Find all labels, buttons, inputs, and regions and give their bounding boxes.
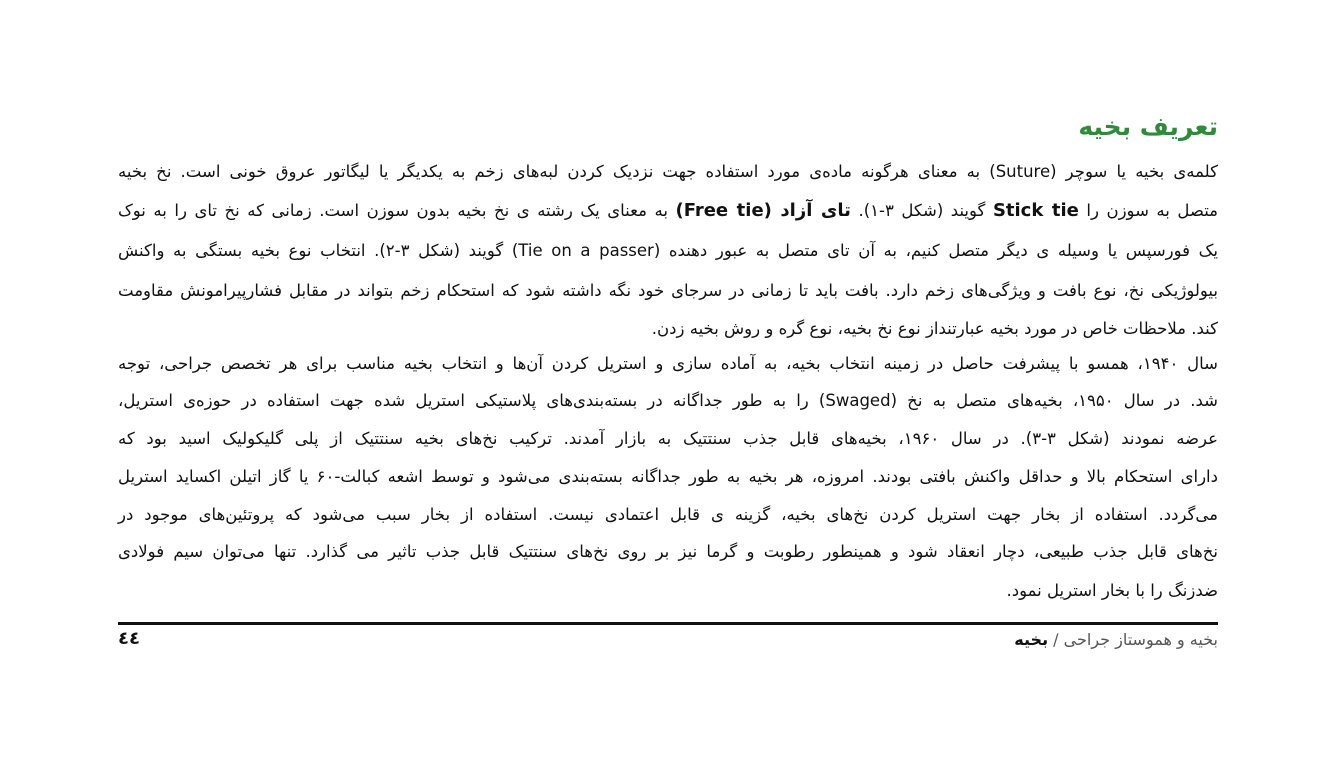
text-segment: بیولوژیکی نخ، نوع بافت و ویژگی‌های زخم دارد. بافت باید تا زمانی در سرجای خود نگه داشته شود که استحکام زخم بتواند در مقابل فشارپیرامونش مقاومت bbox=[118, 281, 1218, 300]
text-line bbox=[118, 503, 1218, 527]
text-line bbox=[118, 239, 1218, 263]
text-segment: ضدزنگ را با بخار استریل نمود. bbox=[1006, 581, 1218, 600]
text-line bbox=[118, 427, 1218, 451]
text-segment: می‌گردد. استفاده از بخار جهت استریل کردن نخ‌های بخیه، گزینه ی قابل اعتمادی نیست. استفاده از بخار سبب می‌شود که پروتئین‌های موجود در bbox=[118, 505, 1218, 524]
text-line bbox=[118, 389, 1218, 413]
text-segment: شد. در سال ۱۹۵۰، بخیه‌های متصل به نخ (Swaged) را به طور جداگانه در بسته‌بندی‌های پلاستیکی استریل شده جهت استفاده در حوزه‌ی استریل، bbox=[118, 391, 1218, 410]
bold-term: تای آزاد (Free tie) bbox=[675, 200, 851, 221]
page-number: ٤٤ bbox=[118, 628, 140, 649]
section-title: تعریف بخیه bbox=[1078, 112, 1218, 141]
text-segment: کلمه‌ی بخیه یا سوچر (Suture) به معنای هرگونه ماده‌ی مورد استفاده جهت نزدیک کردن لبه‌های زخم به یکدیگر یا لیگاتور عروق خونی است. نخ بخیه bbox=[118, 162, 1218, 181]
text-line bbox=[118, 199, 1218, 223]
text-segment: عرضه نمودند (شکل ۳-۳). در سال ۱۹۶۰، بخیه‌های قابل جذب سنتتیک به بازار آمدند. ترکیب نخ‌های بخیه سنتتیک از پلی گلیکولیک اسید بود که bbox=[118, 429, 1219, 448]
text-line bbox=[118, 279, 1218, 303]
text-line bbox=[118, 160, 1218, 184]
chapter-title: بخیه bbox=[1014, 630, 1049, 649]
text-segment: نخ‌های قابل جذب طبیعی، دچار انعقاد شود و همینطور رطوبت و گرما نیز بر روی نخ‌های سنتتیک قابل جذب تاثیر می گذارد. تنها می‌توان سیم فولادی bbox=[118, 542, 1218, 561]
text-line bbox=[118, 540, 1218, 564]
book-title: بخیه و هموستاز جراحی / bbox=[1048, 630, 1218, 649]
text-segment: سال ۱۹۴۰، همسو با پیشرفت حاصل در زمینه انتخاب بخیه، به آماده سازی و استریل کردن آن‌ها و انتخاب بخیه مناسب برای هر تخصص جراحی، توجه bbox=[118, 354, 1218, 373]
bold-term: Stick tie bbox=[992, 200, 1079, 221]
footer-divider bbox=[118, 622, 1218, 625]
text-segment: به معنای یک رشته ی نخ بخیه بدون سوزن است. زمانی که نخ تای را به نوک bbox=[118, 201, 676, 220]
text-line bbox=[118, 317, 1218, 341]
text-line bbox=[118, 579, 1218, 603]
text-line bbox=[118, 352, 1218, 376]
running-footer bbox=[1014, 630, 1218, 649]
text-segment: متصل به سوزن را bbox=[1078, 201, 1219, 220]
text-segment: دارای استحکام بالا و حداقل واکنش بافتی بودند. امروزه، هر بخیه به طور جداگانه بسته‌بندی می‌شود و توسط اشعه کبالت-۶۰ یا گاز اتیلن اکساید استریل bbox=[118, 467, 1218, 486]
text-segment: کند. ملاحظات خاص در مورد بخیه عبارتنداز نوع نخ بخیه، نوع گره و روش بخیه زدن. bbox=[651, 319, 1218, 338]
text-segment: گویند (شکل ۳-۱). bbox=[850, 201, 993, 220]
text-segment: یک فورسپس یا وسیله ی دیگر متصل کنیم، به آن تای متصل به عبور دهنده (Tie on a passer) گویند (شکل ۳-۲). انتخاب نوع بخیه بستگی به واکنش bbox=[118, 241, 1219, 260]
text-line bbox=[118, 465, 1218, 489]
